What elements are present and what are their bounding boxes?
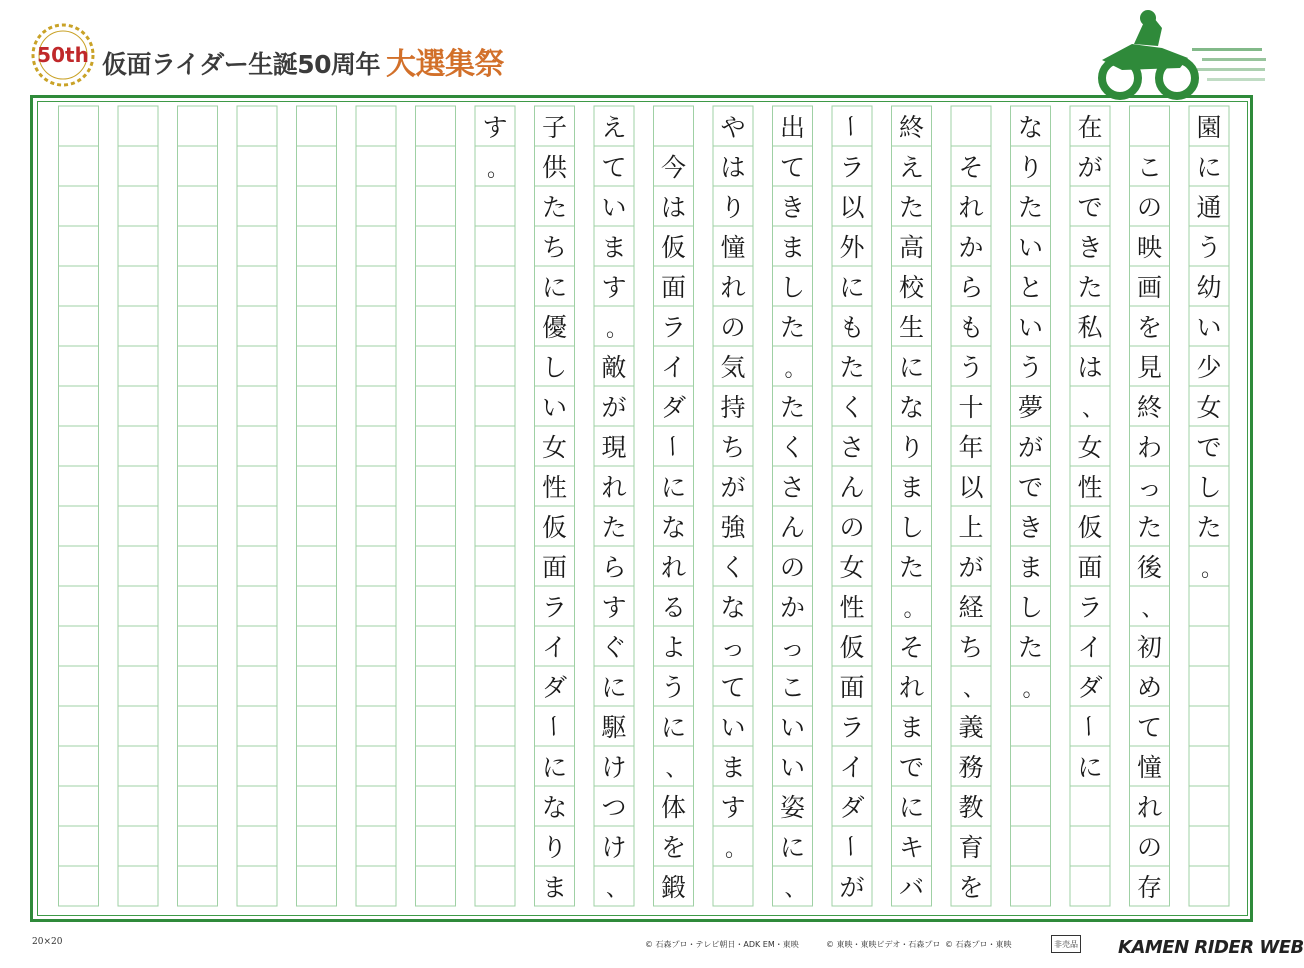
manuscript-char: 体 [660, 793, 686, 822]
manuscript-char: の [779, 553, 805, 582]
manuscript-char: ち [958, 633, 984, 662]
manuscript-char: な [660, 513, 686, 542]
manuscript-char: ち [720, 433, 746, 462]
manuscript-char: か [779, 593, 805, 622]
manuscript-char: で [1077, 193, 1103, 222]
manuscript-char: 、 [605, 877, 628, 902]
manuscript-char: ラ [541, 593, 567, 622]
manuscript-char: 後 [1136, 553, 1162, 582]
manuscript-char: こ [779, 673, 805, 702]
manuscript-char: が [839, 873, 865, 902]
manuscript-char: 。 [784, 357, 807, 382]
manuscript-char: れ [660, 553, 686, 582]
manuscript-char: に [601, 673, 627, 702]
manuscript-char: い [779, 753, 805, 782]
manuscript-column [892, 106, 932, 906]
manuscript-char: な [541, 793, 567, 822]
manuscript-char: れ [720, 273, 746, 302]
manuscript-char: 育 [958, 833, 984, 862]
manuscript-char: し [541, 353, 567, 382]
manuscript-char: も [958, 313, 984, 342]
manuscript-char: 鍛 [660, 873, 686, 902]
manuscript-char: わ [1136, 433, 1162, 462]
manuscript-column [594, 106, 634, 906]
manuscript-char: し [1017, 593, 1043, 622]
manuscript-char: た [779, 393, 805, 422]
manuscript-char: す [720, 793, 746, 822]
manuscript-char: た [779, 313, 805, 342]
manuscript-char: 駆 [601, 713, 627, 742]
manuscript-char: 、 [784, 877, 807, 902]
manuscript-char: ま [898, 473, 924, 502]
manuscript-char: た [1136, 513, 1162, 542]
manuscript-char: 外 [839, 233, 865, 262]
manuscript-char: 終 [898, 113, 924, 142]
manuscript-char: し [1196, 473, 1222, 502]
manuscript-char: そ [898, 633, 924, 662]
manuscript-char [1130, 106, 1170, 146]
manuscript-char: に [1196, 153, 1222, 182]
manuscript-char: ダ [660, 393, 686, 422]
manuscript-column [1070, 106, 1110, 906]
manuscript-column [832, 106, 872, 906]
manuscript-char: 校 [898, 273, 924, 302]
manuscript-char: さ [839, 433, 865, 462]
manuscript-char: 女 [839, 553, 865, 582]
manuscript-char: き [1077, 233, 1103, 262]
manuscript-char: 。 [1200, 557, 1223, 582]
manuscript-char: に [541, 273, 567, 302]
manuscript-char: に [660, 473, 686, 502]
manuscript-char: 。 [1022, 677, 1045, 702]
manuscript-char: ま [898, 713, 924, 742]
manuscript-char: 性 [541, 473, 567, 502]
manuscript-char: た [1017, 193, 1043, 222]
manuscript-char: た [1077, 273, 1103, 302]
manuscript-char: ま [601, 233, 627, 262]
manuscript-char: た [898, 553, 924, 582]
manuscript-char [951, 106, 991, 146]
manuscript-char: で [1196, 433, 1222, 462]
manuscript-char: す [482, 113, 508, 142]
manuscript-char: 女 [1077, 433, 1103, 462]
manuscript-char: り [720, 193, 746, 222]
manuscript-char: が [601, 393, 627, 422]
manuscript-char: 敵 [601, 353, 627, 382]
manuscript-char: ま [541, 873, 567, 902]
manuscript-char: っ [1136, 473, 1162, 502]
manuscript-char: り [541, 833, 567, 862]
manuscript-char: の [839, 513, 865, 542]
manuscript-char: 仮 [1077, 513, 1103, 542]
manuscript-char: た [541, 193, 567, 222]
manuscript-char: に [660, 713, 686, 742]
manuscript-char: と [1017, 273, 1043, 302]
manuscript-char: ー [538, 713, 568, 739]
manuscript-char: 教 [958, 793, 984, 822]
manuscript-char: 面 [1077, 553, 1103, 582]
manuscript-char: て [601, 153, 627, 182]
manuscript-char: ま [1017, 553, 1043, 582]
manuscript-char: 存 [1136, 873, 1162, 902]
manuscript-char: 、 [1081, 397, 1104, 422]
manuscript-char: キ [898, 833, 924, 862]
manuscript-char: 。 [724, 837, 747, 862]
manuscript-char: ん [779, 513, 805, 542]
manuscript-char: 務 [958, 753, 984, 782]
manuscript-char: え [898, 153, 924, 182]
manuscript-char: 仮 [839, 633, 865, 662]
manuscript-char: う [958, 353, 984, 382]
manuscript-char: 通 [1196, 193, 1222, 222]
manuscript-char: 高 [898, 233, 924, 262]
manuscript-char: 初 [1136, 633, 1162, 662]
manuscript-char: ら [958, 273, 984, 302]
manuscript-char: ラ [839, 713, 865, 742]
kamen-rider-web-logo [1104, 931, 1304, 961]
manuscript-char: 上 [958, 513, 984, 542]
manuscript-column [1130, 106, 1170, 906]
manuscript-char: で [898, 753, 924, 782]
manuscript-char: り [1017, 153, 1043, 182]
manuscript-char: し [779, 273, 805, 302]
manuscript-char: を [1136, 313, 1162, 342]
manuscript-char: 生 [898, 313, 924, 342]
manuscript-char: 気 [720, 353, 746, 382]
manuscript-char: 義 [958, 713, 984, 742]
manuscript-char: け [601, 753, 627, 782]
manuscript-char: 画 [1136, 273, 1162, 302]
manuscript-char: が [958, 553, 984, 582]
manuscript-char: す [601, 593, 627, 622]
manuscript-column [416, 106, 456, 906]
manuscript-char: そ [958, 153, 984, 182]
manuscript-column [1011, 106, 1051, 906]
manuscript-char: て [720, 673, 746, 702]
manuscript-char: め [1136, 673, 1162, 702]
manuscript-char: に [541, 753, 567, 782]
manuscript-char: え [601, 113, 627, 142]
manuscript-char: う [1196, 233, 1222, 262]
manuscript-char: 幼 [1196, 273, 1222, 302]
manuscript-column [535, 106, 575, 906]
manuscript-char: ん [839, 473, 865, 502]
manuscript-char: ら [601, 553, 627, 582]
manuscript-char: く [720, 553, 746, 582]
manuscript-column [475, 106, 515, 906]
manuscript-char: イ [839, 753, 865, 782]
manuscript-char: 映 [1136, 233, 1162, 262]
manuscript-char: イ [541, 633, 567, 662]
manuscript-char: よ [660, 633, 686, 662]
manuscript-column [118, 106, 158, 906]
manuscript-char: 在 [1077, 113, 1103, 142]
manuscript-char: 少 [1196, 353, 1222, 382]
manuscript-char: 優 [541, 313, 567, 342]
manuscript-char: 、 [962, 677, 985, 702]
logo-text: 50th [37, 43, 89, 67]
manuscript-char: 以 [839, 193, 865, 222]
manuscript-char: さ [779, 473, 805, 502]
manuscript-char: ー [836, 833, 865, 859]
manuscript-column [654, 106, 694, 906]
manuscript-char: 。 [605, 317, 628, 342]
manuscript-char: た [601, 513, 627, 542]
manuscript-char: て [1136, 713, 1162, 742]
manuscript-char: な [898, 393, 924, 422]
manuscript-char: 仮 [541, 513, 567, 542]
manuscript-char: 女 [1196, 393, 1222, 422]
manuscript-column [178, 106, 218, 906]
manuscript-char: く [839, 393, 865, 422]
manuscript-char: ち [541, 233, 567, 262]
manuscript-char: す [601, 273, 627, 302]
manuscript-char: て [779, 153, 805, 182]
manuscript-char: た [1196, 513, 1222, 542]
manuscript-char: た [1017, 633, 1043, 662]
manuscript-char: 仮 [660, 233, 686, 262]
manuscript-char: 持 [720, 393, 746, 422]
manuscript-column [951, 106, 991, 906]
manuscript-char: ー [836, 113, 865, 139]
manuscript-char: い [1017, 313, 1043, 342]
manuscript-char: が [1077, 153, 1103, 182]
manuscript-char: 。 [486, 157, 509, 182]
manuscript-char: れ [958, 193, 984, 222]
manuscript-char: け [601, 833, 627, 862]
manuscript-column [297, 106, 337, 906]
manuscript-char: し [898, 513, 924, 542]
manuscript-column [713, 106, 753, 906]
manuscript-char: た [839, 353, 865, 382]
copyright-1: © 石森プロ・テレビ朝日・ADK EM・東映 [645, 940, 799, 949]
manuscript-char: い [601, 193, 627, 222]
manuscript-char: の [1136, 833, 1162, 862]
manuscript-char: 終 [1136, 393, 1162, 422]
title-main: 仮面ライダー生誕50周年 [102, 50, 381, 79]
manuscript-char: に [898, 353, 924, 382]
manuscript-char: バ [898, 873, 924, 902]
manuscript-char: れ [601, 473, 627, 502]
manuscript-char: つ [601, 793, 627, 822]
manuscript-char: っ [779, 633, 805, 662]
manuscript-char: 以 [958, 473, 984, 502]
manuscript-char: ま [779, 233, 805, 262]
manuscript-column [237, 106, 277, 906]
copyright-2: © 東映・東映ビデオ・石森プロ [826, 940, 941, 949]
manuscript-char: ラ [660, 313, 686, 342]
manuscript-char: い [541, 393, 567, 422]
manuscript-char: で [1017, 473, 1043, 502]
manuscript-char: は [1077, 353, 1103, 382]
manuscript-char: ラ [1077, 593, 1103, 622]
manuscript-column [59, 106, 99, 906]
manuscript-char: 。 [903, 597, 926, 622]
manuscript-char: れ [1136, 793, 1162, 822]
manuscript-char: 供 [541, 153, 567, 182]
manuscript-char: 私 [1077, 313, 1103, 342]
brand-text: KAMEN RIDER WEB [1118, 937, 1304, 958]
manuscript-char: 性 [1077, 473, 1103, 502]
manuscript-char: き [1017, 513, 1043, 542]
manuscript-char: ダ [839, 793, 865, 822]
manuscript-char: き [779, 193, 805, 222]
footer [0, 930, 1304, 968]
manuscript-char: ー [657, 433, 687, 459]
manuscript-char: れ [898, 673, 924, 702]
manuscript-char: イ [660, 353, 686, 382]
manuscript-column [1189, 106, 1229, 906]
manuscript-char: か [958, 233, 984, 262]
manuscript-char: に [839, 273, 865, 302]
manuscript-char [654, 106, 694, 146]
manuscript-char: を [660, 833, 686, 862]
manuscript-char: 今 [660, 153, 686, 182]
manuscript-char: 子 [541, 113, 567, 142]
manuscript-char: 園 [1196, 113, 1222, 142]
manuscript-char: 、 [665, 757, 688, 782]
manuscript-char: に [1077, 753, 1103, 782]
manuscript-char: た [898, 193, 924, 222]
manuscript-char: 面 [839, 673, 865, 702]
manuscript-char: な [720, 593, 746, 622]
manuscript-char: い [1017, 233, 1043, 262]
manuscript-char: く [779, 433, 805, 462]
title-accent: 大選集祭 [386, 47, 505, 82]
manuscript-char: 性 [839, 593, 865, 622]
manuscript-char: 現 [601, 433, 627, 462]
manuscript-char: ー [1074, 713, 1103, 739]
manuscript-column [356, 106, 396, 906]
manuscript-char: も [839, 313, 865, 342]
manuscript-char: ま [720, 753, 746, 782]
manuscript-column [773, 106, 813, 906]
manuscript-char: 憧 [1136, 753, 1162, 782]
manuscript-char: 夢 [1017, 393, 1043, 422]
manuscript-char: の [720, 313, 746, 342]
manuscript-char: い [1196, 313, 1222, 342]
manuscript-char: こ [1136, 153, 1162, 182]
manuscript-char: ぐ [601, 633, 627, 662]
manuscript-char: ラ [839, 153, 865, 182]
manuscript-char: っ [720, 633, 746, 662]
manuscript-char: や [720, 113, 746, 142]
manuscript-char: 、 [1141, 597, 1164, 622]
manuscript-char: 十 [958, 393, 984, 422]
manuscript-char: が [720, 473, 746, 502]
manuscript-char: り [898, 433, 924, 462]
manuscript-char: 面 [541, 553, 567, 582]
manuscript-char: 女 [541, 433, 567, 462]
manuscript-char: 面 [660, 273, 686, 302]
manuscript-char: ダ [1077, 673, 1103, 702]
manuscript-char: は [660, 193, 686, 222]
manuscript-char: 年 [958, 433, 984, 462]
manuscript-char: 出 [779, 113, 805, 142]
manuscript-char: う [1017, 353, 1043, 382]
manuscript-char: ダ [541, 673, 567, 702]
grid-size-label: 20×20 [32, 937, 63, 947]
manuscript-char: い [720, 713, 746, 742]
manuscript-char: を [958, 873, 984, 902]
manuscript-char: 強 [720, 513, 746, 542]
not-for-sale-badge: 非売品 [1051, 935, 1081, 953]
manuscript-char: イ [1077, 633, 1103, 662]
manuscript-char: る [660, 593, 686, 622]
manuscript-char: に [898, 793, 924, 822]
manuscript-char: い [779, 713, 805, 742]
manuscript-char: に [779, 833, 805, 862]
manuscript-char: 姿 [779, 793, 805, 822]
manuscript-char: 憧 [720, 233, 746, 262]
copyright-3: © 石森プロ・東映 [945, 940, 1012, 949]
manuscript-char: う [660, 673, 686, 702]
manuscript-char: の [1136, 193, 1162, 222]
manuscript-char: な [1017, 113, 1043, 142]
manuscript-char: が [1017, 433, 1043, 462]
manuscript-char: は [720, 153, 746, 182]
manuscript-char: 見 [1136, 353, 1162, 382]
manuscript-char: 経 [958, 593, 984, 622]
